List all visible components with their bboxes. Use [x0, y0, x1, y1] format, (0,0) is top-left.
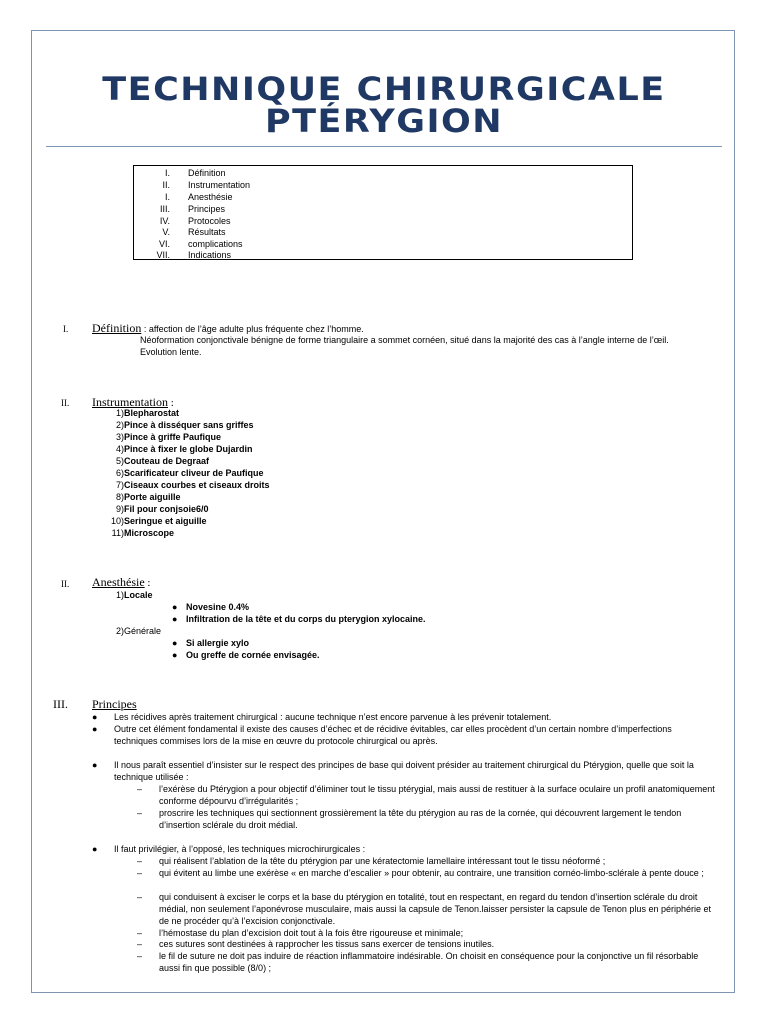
toc-label: Anesthésie [188, 192, 233, 202]
bullet-icon: ● [92, 844, 98, 854]
section-number: II. [61, 579, 70, 589]
section-number: III. [53, 697, 68, 711]
dash-icon: – [137, 892, 143, 902]
definition-text: Evolution lente. [140, 347, 202, 357]
toc-label: Instrumentation [188, 180, 251, 190]
toc-number: I. [164, 168, 170, 178]
definition-text: Néoformation conjonctivale bénigne de forme triangulaire a sommet cornéen, situé dans la majorité des cas à l’angle interne de l’œil. [140, 335, 669, 345]
dash-icon: – [137, 808, 143, 818]
heading-colon: : [144, 577, 151, 589]
title-divider [46, 146, 722, 147]
dash-icon: – [137, 939, 143, 949]
toc-label: Indications [188, 250, 232, 260]
toc-number: IV. [159, 216, 170, 226]
toc-label: Définition [188, 168, 226, 178]
dash-icon: – [137, 784, 143, 794]
dash-icon: – [137, 868, 143, 878]
dash-icon: – [137, 928, 143, 938]
dash-icon: – [137, 856, 143, 866]
toc-number: V. [162, 227, 170, 237]
toc-label: Résultats [188, 227, 226, 237]
anesthesie-section [92, 575, 150, 590]
definition-text: : affection de l’âge adulte plus fréquente chez l’homme. [141, 324, 364, 334]
bullet-icon: ● [172, 650, 178, 660]
toc-label: complications [188, 239, 243, 249]
bullet-icon: ● [92, 724, 98, 734]
toc-number: VII. [156, 250, 170, 260]
toc-number: III. [159, 204, 170, 214]
toc-label: Protocoles [188, 216, 231, 226]
toc-number: I. [164, 192, 170, 202]
toc-number: VI. [158, 239, 170, 249]
section-number: II. [61, 398, 70, 408]
document-title-line-2: PTÉRYGION [264, 103, 504, 141]
document-title-line-1: TECHNIQUE CHIRURGICALE [102, 71, 666, 109]
section-heading: Principes [92, 697, 137, 711]
bullet-icon: ● [172, 614, 178, 624]
toc-number: II. [162, 180, 170, 190]
toc-label: Principes [188, 204, 226, 214]
bullet-icon: ● [172, 602, 178, 612]
section-number: I. [63, 324, 69, 334]
section-heading: Définition [92, 321, 142, 335]
section-heading: Anesthésie [92, 575, 145, 589]
heading-colon: : [167, 397, 174, 409]
section-heading: Instrumentation [92, 395, 168, 409]
bullet-icon: ● [92, 760, 98, 770]
table-of-contents [133, 165, 633, 260]
principes-section [92, 697, 137, 712]
dash-icon: – [137, 951, 143, 961]
bullet-icon: ● [92, 712, 98, 722]
bullet-icon: ● [172, 638, 178, 648]
